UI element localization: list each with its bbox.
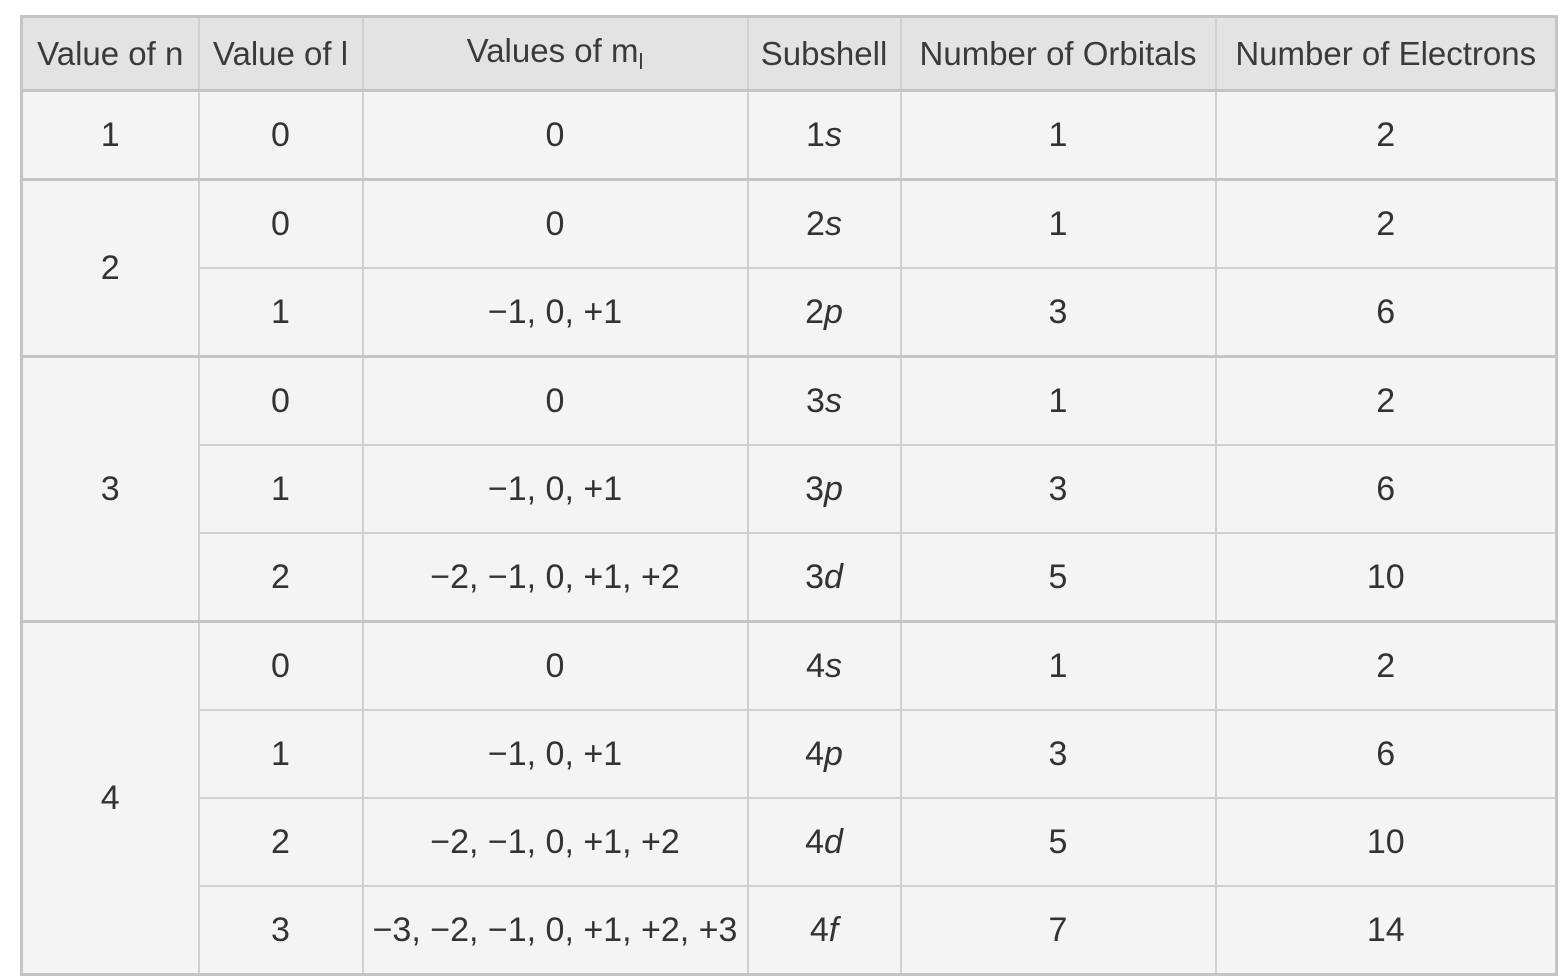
- cell-values-of-ml: −3, −2, −1, 0, +1, +2, +3: [363, 886, 748, 975]
- cell-number-of-electrons: 10: [1216, 533, 1557, 622]
- table-body: [22, 91, 1557, 975]
- header-value-of-n: Value of n: [22, 17, 199, 91]
- cell-subshell: [748, 710, 901, 798]
- cell-values-of-ml: −1, 0, +1: [363, 268, 748, 357]
- cell-value-of-l: 1: [199, 710, 363, 798]
- cell-subshell: [748, 886, 901, 975]
- cell-value-of-l: 1: [199, 268, 363, 357]
- subshell-letter: s: [824, 115, 842, 154]
- header-ml-base: Values of m: [466, 32, 639, 69]
- cell-number-of-electrons: 10: [1216, 798, 1557, 886]
- subshell-letter: p: [824, 469, 843, 508]
- subshell-letter: s: [824, 646, 842, 685]
- subshell-number: 3: [805, 469, 824, 508]
- cell-subshell: [748, 180, 901, 269]
- cell-number-of-orbitals: 1: [901, 91, 1216, 180]
- cell-values-of-ml: −2, −1, 0, +1, +2: [363, 798, 748, 886]
- subshell-number: 4: [809, 910, 829, 949]
- cell-number-of-orbitals: 5: [901, 533, 1216, 622]
- cell-values-of-ml: 0: [363, 622, 748, 711]
- subshell-number: 4: [806, 646, 825, 685]
- cell-value-of-l: 1: [199, 445, 363, 533]
- subshell-number: 4: [805, 822, 824, 861]
- cell-number-of-orbitals: 1: [901, 622, 1216, 711]
- cell-number-of-electrons: 14: [1216, 886, 1557, 975]
- cell-values-of-ml: −2, −1, 0, +1, +2: [363, 533, 748, 622]
- table-row: [22, 357, 1557, 446]
- header-number-of-electrons: Number of Electrons: [1216, 17, 1557, 91]
- header-row: [22, 17, 1557, 91]
- cell-subshell: [748, 622, 901, 711]
- table-row: [22, 91, 1557, 180]
- cell-value-of-l: 0: [199, 357, 363, 446]
- cell-values-of-ml: −1, 0, +1: [363, 710, 748, 798]
- subshell-number: 2: [805, 292, 824, 331]
- cell-subshell: [748, 91, 901, 180]
- cell-subshell: [748, 798, 901, 886]
- cell-value-of-l: 0: [199, 180, 363, 269]
- cell-number-of-orbitals: 1: [901, 180, 1216, 269]
- cell-value-of-n: 3: [22, 357, 199, 622]
- cell-number-of-electrons: 2: [1216, 622, 1557, 711]
- cell-value-of-n: 4: [22, 622, 199, 975]
- cell-value-of-l: 2: [199, 798, 363, 886]
- cell-number-of-electrons: 2: [1216, 180, 1557, 269]
- cell-number-of-electrons: 6: [1216, 710, 1557, 798]
- cell-value-of-n: 2: [22, 180, 199, 357]
- table-row: [22, 622, 1557, 711]
- cell-value-of-n: 1: [22, 91, 199, 180]
- subshell-letter: s: [824, 381, 842, 420]
- cell-number-of-electrons: 6: [1216, 268, 1557, 357]
- subshell-letter: f: [828, 910, 839, 949]
- cell-value-of-l: 0: [199, 91, 363, 180]
- table-row: [22, 710, 1557, 798]
- table-row: [22, 268, 1557, 357]
- header-value-of-l: Value of l: [199, 17, 363, 91]
- header-number-of-orbitals: Number of Orbitals: [901, 17, 1216, 91]
- table-row: [22, 798, 1557, 886]
- header-subshell: Subshell: [748, 17, 901, 91]
- cell-number-of-orbitals: 5: [901, 798, 1216, 886]
- cell-number-of-orbitals: 7: [901, 886, 1216, 975]
- subshell-letter: s: [824, 204, 842, 243]
- subshell-number: 2: [806, 204, 825, 243]
- quantum-numbers-table: [20, 15, 1558, 976]
- cell-number-of-orbitals: 3: [901, 268, 1216, 357]
- subshell-letter: d: [824, 557, 843, 596]
- subshell-number: 3: [805, 557, 824, 596]
- subshell-number: 3: [806, 381, 825, 420]
- cell-values-of-ml: 0: [363, 91, 748, 180]
- cell-subshell: [748, 533, 901, 622]
- cell-subshell: [748, 268, 901, 357]
- header-ml-subscript: l: [638, 49, 644, 74]
- cell-values-of-ml: 0: [363, 357, 748, 446]
- cell-subshell: [748, 357, 901, 446]
- table-row: [22, 445, 1557, 533]
- cell-values-of-ml: 0: [363, 180, 748, 269]
- cell-value-of-l: 2: [199, 533, 363, 622]
- table-row: [22, 886, 1557, 975]
- subshell-letter: d: [824, 822, 843, 861]
- subshell-number: 4: [805, 734, 824, 773]
- cell-subshell: [748, 445, 901, 533]
- cell-number-of-orbitals: 1: [901, 357, 1216, 446]
- cell-value-of-l: 3: [199, 886, 363, 975]
- subshell-letter: p: [824, 734, 843, 773]
- quantum-numbers-table-container: [20, 15, 1555, 953]
- cell-number-of-electrons: 6: [1216, 445, 1557, 533]
- cell-number-of-electrons: 2: [1216, 91, 1557, 180]
- subshell-letter: p: [824, 292, 843, 331]
- cell-number-of-orbitals: 3: [901, 445, 1216, 533]
- table-row: [22, 533, 1557, 622]
- cell-values-of-ml: −1, 0, +1: [363, 445, 748, 533]
- cell-number-of-orbitals: 3: [901, 710, 1216, 798]
- table-row: [22, 180, 1557, 269]
- cell-number-of-electrons: 2: [1216, 357, 1557, 446]
- header-values-of-ml: [363, 17, 748, 91]
- subshell-number: 1: [806, 115, 825, 154]
- table-header: [22, 17, 1557, 91]
- cell-value-of-l: 0: [199, 622, 363, 711]
